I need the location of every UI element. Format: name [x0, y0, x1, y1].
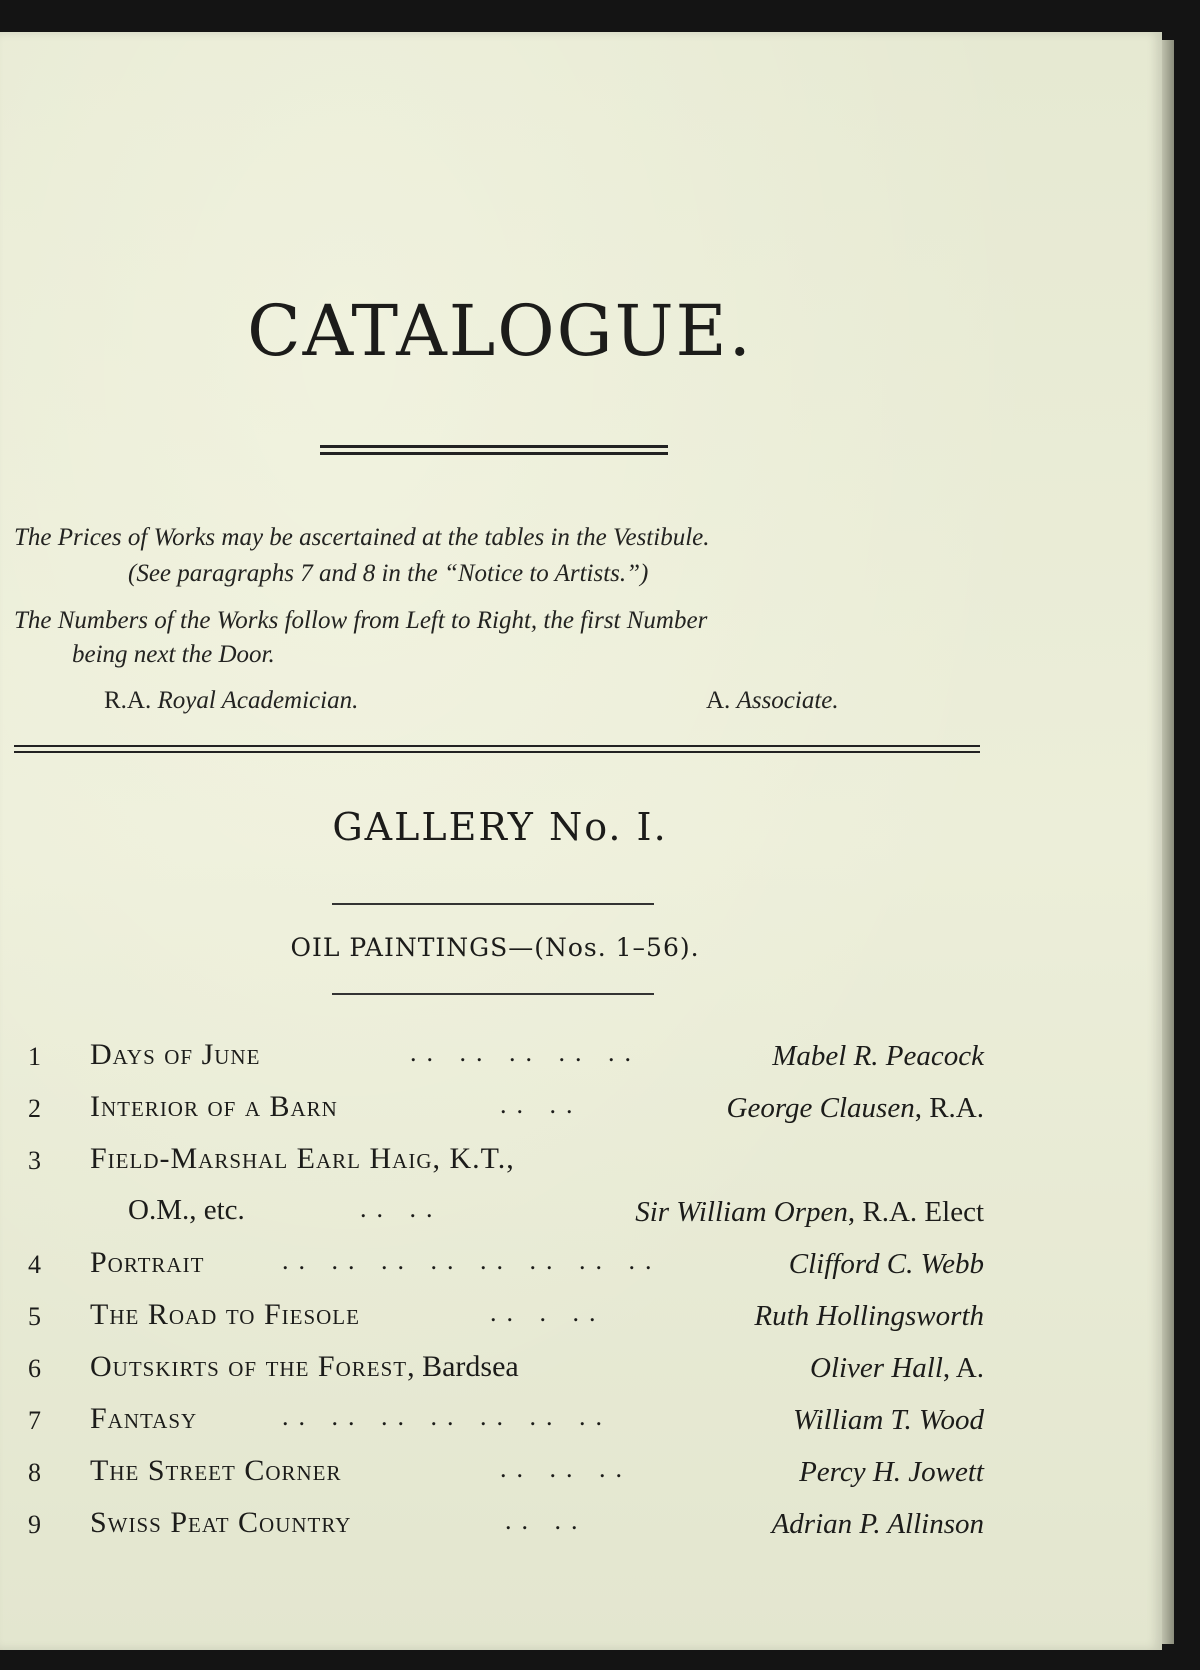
section-rule-bottom: [332, 993, 654, 995]
entry-title-group: [90, 1350, 519, 1384]
entry-title-continued: O.M., etc.: [128, 1194, 245, 1226]
entry-artist-name: Oliver Hall: [810, 1352, 943, 1384]
note-paragraphs: (See paragraphs 7 and 8 in the “Notice to Artists.”): [128, 560, 649, 587]
entry-artist: [793, 1404, 984, 1437]
entry-number: 1: [28, 1042, 41, 1071]
entry-artist-name: Mabel R. Peacock: [772, 1040, 984, 1072]
section-rule-top: [332, 903, 654, 905]
entry-number: 9: [28, 1510, 41, 1539]
entry-artist: [727, 1092, 985, 1125]
entry-title: Fantasy: [90, 1402, 198, 1435]
entry-title: The Street Corner: [90, 1454, 342, 1487]
entry-number: 3: [28, 1146, 41, 1175]
page-edge: [1162, 40, 1174, 1644]
entry-number: 2: [28, 1094, 41, 1123]
catalogue-entry: [0, 1298, 1000, 1350]
abbreviation-a: [706, 687, 839, 715]
entry-artist-name: William T. Wood: [793, 1404, 984, 1436]
notes-double-rule: [14, 745, 980, 753]
abbreviation-ra-meaning: Royal Academician.: [157, 687, 359, 714]
entry-leader-dots: .. .. .. .. .. .. .. ..: [282, 1246, 662, 1275]
abbreviation-a-code: A.: [706, 687, 731, 714]
section-heading: OIL PAINTINGS—(Nos. 1–56).: [290, 933, 700, 962]
note-prices: The Prices of Works may be ascertained at the tables in the Vestibule.: [14, 524, 710, 551]
title-double-rule: [320, 445, 668, 455]
catalogue-entry: [0, 1090, 1000, 1142]
note-door: being next the Door.: [72, 641, 275, 668]
entry-leader-dots: .. .. ..: [500, 1454, 632, 1483]
entry-artist-suffix: , R.A.: [914, 1092, 984, 1124]
entry-leader-dots: .. ..: [505, 1506, 588, 1535]
catalogue-entry: [0, 1506, 1000, 1558]
catalogue-entry: [0, 1246, 1000, 1298]
entry-title: Days of June: [90, 1038, 261, 1071]
catalogue-entry: [0, 1350, 1000, 1402]
entry-artist-suffix: , A.: [942, 1352, 984, 1384]
catalogue-entry: [0, 1402, 1000, 1454]
entry-artist-name: George Clausen: [726, 1092, 915, 1124]
entry-artist-name: Clifford C. Webb: [788, 1248, 984, 1280]
entry-title: Field-Marshal Earl Haig, K.T.,: [90, 1142, 515, 1175]
entry-artist: [799, 1456, 984, 1489]
entry-artist: [772, 1508, 984, 1541]
catalogue-entry: [0, 1454, 1000, 1506]
entry-artist-name: Adrian P. Allinson: [771, 1508, 984, 1540]
abbreviation-ra: [104, 687, 358, 715]
entry-title: Swiss Peat Country: [90, 1506, 352, 1539]
entry-leader-dots: .. ..: [360, 1194, 443, 1223]
gallery-heading: GALLERY No. I.: [332, 805, 668, 849]
catalogue-entry: [0, 1038, 1000, 1090]
entry-artist-name: Percy H. Jowett: [799, 1456, 984, 1488]
entry-number: 6: [28, 1354, 41, 1383]
abbreviation-ra-code: R.A.: [104, 687, 152, 714]
entry-artist: [789, 1248, 984, 1281]
entry-artist-name: Ruth Hollingsworth: [754, 1300, 984, 1332]
entry-title: Interior of a Barn: [90, 1090, 338, 1123]
entry-artist-suffix: , R.A. Elect: [847, 1196, 984, 1228]
entry-artist: [810, 1352, 984, 1385]
page-title: CATALOGUE.: [247, 290, 753, 372]
catalogue-entries: [0, 1038, 1000, 1558]
entry-number: 5: [28, 1302, 41, 1331]
entry-title: The Road to Fiesole: [90, 1298, 360, 1331]
abbreviation-a-meaning: Associate.: [736, 687, 839, 714]
entry-leader-dots: .. ..: [500, 1090, 583, 1119]
entry-number: 4: [28, 1250, 41, 1279]
entry-artist-name: Sir William Orpen: [635, 1196, 848, 1228]
entry-title: Outskirts of the Forest: [90, 1350, 408, 1383]
entry-number: 8: [28, 1458, 41, 1487]
catalogue-entry: [0, 1142, 1000, 1246]
entry-artist: [772, 1040, 984, 1073]
entry-artist: [754, 1300, 984, 1333]
entry-leader-dots: .. .. .. .. ..: [410, 1038, 641, 1067]
note-numbers: The Numbers of the Works follow from Left to Right, the first Number: [14, 607, 708, 634]
entry-leader-dots: .. . ..: [490, 1298, 606, 1327]
entry-title: Portrait: [90, 1246, 205, 1279]
entry-artist: [635, 1196, 984, 1229]
entry-number: 7: [28, 1406, 41, 1435]
entry-leader-dots: .. .. .. .. .. .. ..: [282, 1402, 612, 1431]
entry-title-place: , Bardsea: [407, 1350, 519, 1383]
